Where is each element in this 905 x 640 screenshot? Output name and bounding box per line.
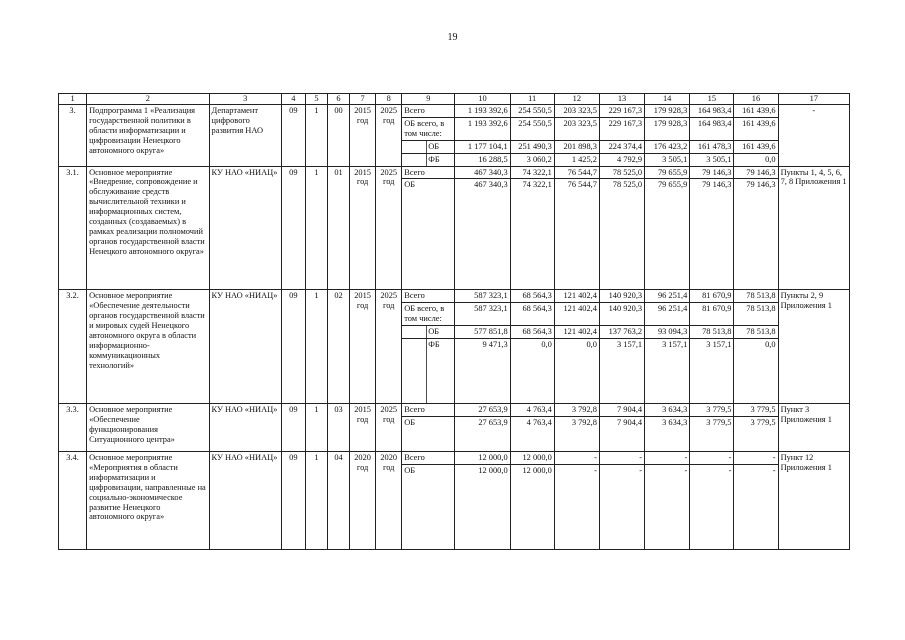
column-number-10: 10 — [455, 94, 510, 105]
amount-cell: 78 513,8 — [734, 290, 778, 303]
code-col-5: 1 — [305, 105, 327, 167]
executor: КУ НАО «НИАЦ» — [209, 166, 281, 290]
amount-cell: 467 340,3 — [455, 179, 510, 290]
amount-cell: 27 653,9 — [455, 416, 510, 451]
funding-subsource: ФБ — [428, 340, 440, 350]
amount-cell: - — [599, 451, 644, 464]
amount-cell: 140 920,3 — [599, 303, 644, 326]
amount-cell: 7 904,4 — [599, 416, 644, 451]
column-number-5: 5 — [305, 94, 327, 105]
amount-cell: 3 157,1 — [645, 339, 690, 404]
amount-cell: 121 402,4 — [554, 326, 599, 339]
amount-cell: - — [645, 464, 690, 549]
funding-source: ОБ — [402, 416, 455, 451]
start-year: 2015 год — [350, 166, 376, 290]
code-col-4: 09 — [281, 404, 305, 452]
code-col-4: 09 — [281, 290, 305, 404]
amount-cell: 0,0 — [554, 339, 599, 404]
amount-cell: 161 439,6 — [734, 140, 778, 153]
amount-cell: 0,0 — [734, 339, 778, 404]
column-number-11: 11 — [510, 94, 554, 105]
amount-cell: 27 653,9 — [455, 404, 510, 417]
table-row — [59, 290, 850, 303]
amount-cell: - — [690, 451, 734, 464]
column-number-17: 17 — [778, 94, 849, 105]
amount-cell: 179 928,3 — [645, 117, 690, 140]
amount-cell: 3 157,1 — [599, 339, 644, 404]
funding-source: Всего — [402, 404, 455, 417]
funding-subsource: ОБ — [428, 141, 440, 151]
amount-cell: 4 763,4 — [510, 416, 554, 451]
amount-cell: 96 251,4 — [645, 303, 690, 326]
amount-cell: 78 525,0 — [599, 179, 644, 290]
funding-source: Всего — [402, 105, 455, 118]
amount-cell: 3 779,5 — [734, 416, 778, 451]
amount-cell: 12 000,0 — [510, 451, 554, 464]
row-number: 3.1. — [59, 166, 87, 290]
amount-cell: 3 779,5 — [690, 416, 734, 451]
amount-cell: 0,0 — [734, 153, 778, 166]
amount-cell: 3 505,1 — [690, 153, 734, 166]
column-number-4: 4 — [281, 94, 305, 105]
amount-cell: 79 146,3 — [690, 166, 734, 179]
measure-name: Основное мероприятие «Обеспечение деятельности органов государственной власти и мировых судей Ненецкого автономного округа в области информационно-коммуникационных технологий» — [87, 290, 209, 404]
amount-cell: 68 564,3 — [510, 303, 554, 326]
executor: КУ НАО «НИАЦ» — [209, 404, 281, 452]
start-year: 2015 год — [350, 404, 376, 452]
amount-cell: 161 439,6 — [734, 117, 778, 140]
amount-cell: 587 323,1 — [455, 290, 510, 303]
amount-cell: 79 146,3 — [734, 166, 778, 179]
code-col-5: 1 — [305, 290, 327, 404]
amount-cell: 1 425,2 — [554, 153, 599, 166]
amount-cell: - — [554, 451, 599, 464]
amount-cell: 12 000,0 — [455, 451, 510, 464]
code-col-5: 1 — [305, 404, 327, 452]
funding-source — [402, 339, 455, 404]
start-year: 2015 год — [350, 290, 376, 404]
amount-cell: 161 478,3 — [690, 140, 734, 153]
amount-cell: 176 423,2 — [645, 140, 690, 153]
table-row — [59, 105, 850, 118]
amount-cell: 1 177 104,1 — [455, 140, 510, 153]
amount-cell: 251 490,3 — [510, 140, 554, 153]
funding-source: ОБ всего, в том числе: — [402, 117, 455, 140]
notes: Пункт 12 Приложения 1 — [778, 451, 849, 549]
amount-cell: 0,0 — [510, 339, 554, 404]
amount-cell: 254 550,5 — [510, 105, 554, 118]
amount-cell: 79 146,3 — [690, 179, 734, 290]
executor: КУ НАО «НИАЦ» — [209, 290, 281, 404]
end-year: 2020 год — [376, 451, 402, 549]
amount-cell: 3 634,3 — [645, 404, 690, 417]
amount-cell: - — [599, 464, 644, 549]
amount-cell: 12 000,0 — [455, 464, 510, 549]
amount-cell: 7 904,4 — [599, 404, 644, 417]
code-col-5: 1 — [305, 166, 327, 290]
notes: Пункты 2, 9 Приложения 1 — [778, 290, 849, 404]
column-number-7: 7 — [350, 94, 376, 105]
amount-cell: 3 779,5 — [690, 404, 734, 417]
column-number-8: 8 — [376, 94, 402, 105]
executor: Департамент цифрового развития НАО — [209, 105, 281, 167]
start-year: 2020 год — [350, 451, 376, 549]
amount-cell: 229 167,3 — [599, 105, 644, 118]
column-number-6: 6 — [327, 94, 349, 105]
notes: - — [778, 105, 849, 167]
amount-cell: 9 471,3 — [455, 339, 510, 404]
start-year: 2015 год — [350, 105, 376, 167]
notes: Пункт 3 Приложения 1 — [778, 404, 849, 452]
amount-cell: 164 983,4 — [690, 117, 734, 140]
amount-cell: 76 544,7 — [554, 179, 599, 290]
funding-source: ОБ — [402, 179, 455, 290]
amount-cell: 203 323,5 — [554, 105, 599, 118]
amount-cell: 164 983,4 — [690, 105, 734, 118]
column-number-1: 1 — [59, 94, 87, 105]
amount-cell: 68 564,3 — [510, 326, 554, 339]
funding-source: ОБ всего, в том числе: — [402, 303, 455, 326]
column-number-9: 9 — [402, 94, 455, 105]
amount-cell: 16 288,5 — [455, 153, 510, 166]
executor: КУ НАО «НИАЦ» — [209, 451, 281, 549]
amount-cell: 68 564,3 — [510, 290, 554, 303]
amount-cell: 3 157,1 — [690, 339, 734, 404]
amount-cell: 81 670,9 — [690, 303, 734, 326]
amount-cell: - — [690, 464, 734, 549]
amount-cell: 3 792,8 — [554, 404, 599, 417]
amount-cell: 467 340,3 — [455, 166, 510, 179]
amount-cell: - — [645, 451, 690, 464]
amount-cell: 96 251,4 — [645, 290, 690, 303]
amount-cell: 79 655,9 — [645, 179, 690, 290]
funding-source: Всего — [402, 290, 455, 303]
amount-cell: 121 402,4 — [554, 290, 599, 303]
notes: Пункты 1, 4, 5, 6, 7, 8 Приложения 1 — [778, 166, 849, 290]
amount-cell: 3 634,3 — [645, 416, 690, 451]
amount-cell: 1 193 392,6 — [455, 117, 510, 140]
column-number-13: 13 — [599, 94, 644, 105]
row-number: 3. — [59, 105, 87, 167]
funding-source: Всего — [402, 166, 455, 179]
amount-cell: - — [734, 451, 778, 464]
page-number: 19 — [447, 32, 458, 43]
amount-cell: 201 898,3 — [554, 140, 599, 153]
column-number-16: 16 — [734, 94, 778, 105]
amount-cell: 12 000,0 — [510, 464, 554, 549]
end-year: 2025 год — [376, 404, 402, 452]
amount-cell: 161 439,6 — [734, 105, 778, 118]
code-col-6: 02 — [327, 290, 349, 404]
amount-cell: 179 928,3 — [645, 105, 690, 118]
measure-name: Основное мероприятие «Обеспечение функционирования Ситуационного центра» — [87, 404, 209, 452]
amount-cell: 81 670,9 — [690, 290, 734, 303]
amount-cell: 74 322,1 — [510, 179, 554, 290]
funding-source: ОБ — [402, 464, 455, 549]
amount-cell: 79 655,9 — [645, 166, 690, 179]
column-number-3: 3 — [209, 94, 281, 105]
amount-cell: 3 779,5 — [734, 404, 778, 417]
amount-cell: 78 525,0 — [599, 166, 644, 179]
amount-cell: 79 146,3 — [734, 179, 778, 290]
amount-cell: 93 094,3 — [645, 326, 690, 339]
amount-cell: 74 322,1 — [510, 166, 554, 179]
row-number: 3.2. — [59, 290, 87, 404]
table-row — [59, 451, 850, 464]
code-col-6: 00 — [327, 105, 349, 167]
amount-cell: 224 374,4 — [599, 140, 644, 153]
code-col-4: 09 — [281, 451, 305, 549]
amount-cell: 78 513,8 — [734, 303, 778, 326]
header-row — [59, 94, 850, 105]
amount-cell: - — [734, 464, 778, 549]
funding-source — [402, 140, 455, 153]
amount-cell: 3 792,8 — [554, 416, 599, 451]
funding-source — [402, 153, 455, 166]
end-year: 2025 год — [376, 290, 402, 404]
amount-cell: 76 544,7 — [554, 166, 599, 179]
amount-cell: 3 060,2 — [510, 153, 554, 166]
measure-name: Подпрограмма 1 «Реализация государственной политики в области информатизации и цифровизации Ненецкого автономного округа» — [87, 105, 209, 167]
amount-cell: 577 851,8 — [455, 326, 510, 339]
amount-cell: 121 402,4 — [554, 303, 599, 326]
amount-cell: 254 550,5 — [510, 117, 554, 140]
funding-source: Всего — [402, 451, 455, 464]
amount-cell: 4 763,4 — [510, 404, 554, 417]
code-col-4: 09 — [281, 105, 305, 167]
amount-cell: 4 792,9 — [599, 153, 644, 166]
end-year: 2025 год — [376, 166, 402, 290]
code-col-6: 01 — [327, 166, 349, 290]
amount-cell: 140 920,3 — [599, 290, 644, 303]
amount-cell: - — [554, 464, 599, 549]
column-number-14: 14 — [645, 94, 690, 105]
measure-name: Основное мероприятие «Мероприятия в области информатизации и цифровизации, направленные на социально-экономическое развитие Ненецкого автономного округа» — [87, 451, 209, 549]
row-number: 3.3. — [59, 404, 87, 452]
program-table — [58, 93, 850, 550]
code-col-6: 03 — [327, 404, 349, 452]
end-year: 2025 год — [376, 105, 402, 167]
column-number-15: 15 — [690, 94, 734, 105]
amount-cell: 229 167,3 — [599, 117, 644, 140]
table-row — [59, 166, 850, 179]
code-col-6: 04 — [327, 451, 349, 549]
funding-subsource: ФБ — [428, 154, 440, 164]
funding-subsource: ОБ — [428, 327, 440, 337]
amount-cell: 1 193 392,6 — [455, 105, 510, 118]
amount-cell: 3 505,1 — [645, 153, 690, 166]
row-number: 3.4. — [59, 451, 87, 549]
amount-cell: 137 763,2 — [599, 326, 644, 339]
column-number-2: 2 — [87, 94, 209, 105]
table-row — [59, 404, 850, 417]
amount-cell: 587 323,1 — [455, 303, 510, 326]
column-number-12: 12 — [554, 94, 599, 105]
amount-cell: 78 513,8 — [690, 326, 734, 339]
amount-cell: 78 513,8 — [734, 326, 778, 339]
funding-source — [402, 326, 455, 339]
measure-name: Основное мероприятие «Внедрение, сопровождение и обслуживание средств вычислительной техники и информационных систем, созданных (создаваемых) в рамках реализации полномочий органов государственной власти Ненецкого автономного округа» — [87, 166, 209, 290]
amount-cell: 203 323,5 — [554, 117, 599, 140]
code-col-5: 1 — [305, 451, 327, 549]
code-col-4: 09 — [281, 166, 305, 290]
